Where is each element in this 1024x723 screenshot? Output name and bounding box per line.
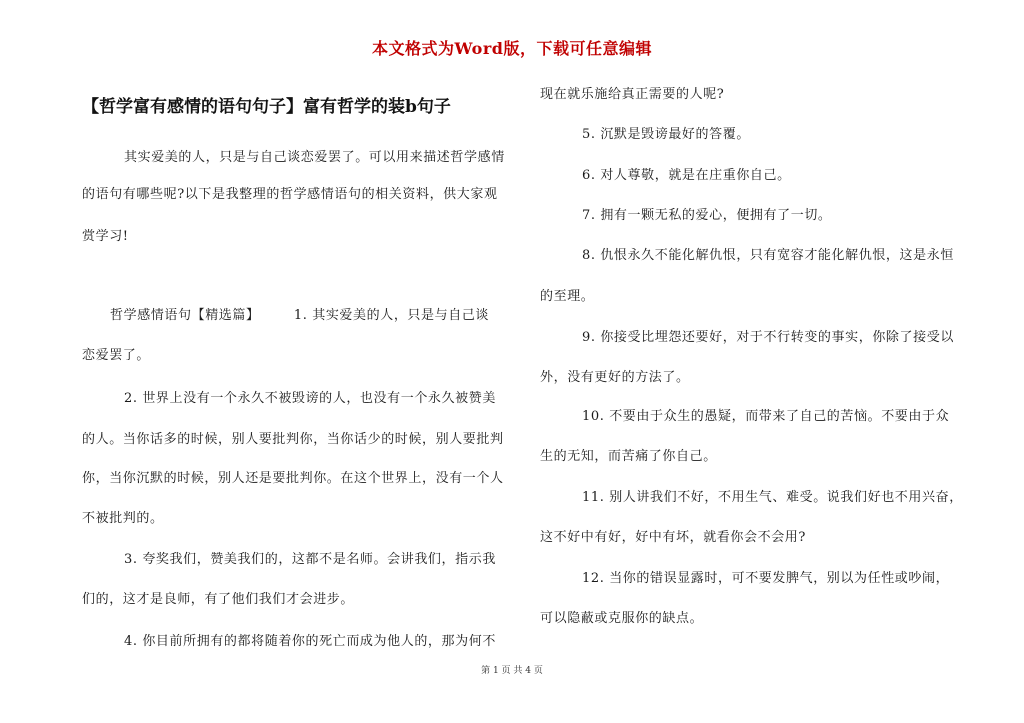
document-title: 【哲学富有感情的语句句子】富有哲学的装b句子 [82, 97, 451, 117]
paragraph-line: 现在就乐施给真正需要的人呢? [540, 87, 725, 102]
paragraph-line: 4. 你目前所拥有的都将随着你的死亡而成为他人的，那为何不 [124, 634, 496, 649]
paragraph-line: 2. 世界上没有一个永久不被毁谤的人，也没有一个永久被赞美 [124, 391, 496, 406]
paragraph-line: 5. 沉默是毁谤最好的答覆。 [582, 127, 750, 142]
paragraph-line: 的至理。 [540, 289, 595, 304]
paragraph-line: 7. 拥有一颗无私的爱心，便拥有了一切。 [582, 208, 832, 223]
paragraph-line: 不被批判的。 [82, 511, 164, 526]
paragraph-line: 你，当你沉默的时候，别人还是要批判你。在这个世界上，没有一个人 [82, 471, 504, 486]
paragraph-line: 12. 当你的错误显露时，可不要发脾气，别以为任性或吵闹， [582, 571, 950, 586]
paragraph-line: 赏学习! [82, 229, 129, 244]
paragraph-line: 6. 对人尊敬，就是在庄重你自己。 [582, 168, 791, 183]
paragraph-line: 们的，这才是良师，有了他们我们才会进步。 [82, 592, 355, 607]
paragraph-line: 10. 不要由于众生的愚疑，而带来了自己的苦恼。不要由于众 [582, 409, 950, 424]
paragraph-line: 9. 你接受比埋怨还要好，对于不行转变的事实，你除了接受以 [582, 330, 954, 345]
paragraph-line: 的语句有哪些呢?以下是我整理的哲学感情语句的相关资料，供大家观 [82, 187, 498, 202]
paragraph-line: 这不好中有好，好中有坏，就看你会不会用? [540, 530, 806, 545]
paragraph-line: 哲学感情语句【精选篇】 1. 其实爱美的人，只是与自己谈 [110, 308, 490, 323]
paragraph-line: 生的无知，而苦痛了你自己。 [540, 449, 717, 464]
page-number: 第 1 页 共 4 页 [481, 666, 543, 676]
paragraph-line: 3. 夸奖我们，赞美我们的，这都不是名师。会讲我们，指示我 [124, 552, 496, 567]
paragraph-line: 外，没有更好的方法了。 [540, 370, 690, 385]
paragraph-line: 8. 仇恨永久不能化解仇恨，只有宽容才能化解仇恨，这是永恒 [582, 248, 954, 263]
banner: 本文格式为Word版，下载可任意编辑 [372, 39, 652, 58]
paragraph-line: 其实爱美的人，只是与自己谈恋爱罢了。可以用来描述哲学感情 [124, 150, 505, 165]
paragraph-line: 11. 别人讲我们不好，不用生气、难受。说我们好也不用兴奋， [582, 490, 963, 505]
paragraph-line: 恋爱罢了。 [82, 348, 151, 363]
paragraph-line: 的人。当你话多的时候，别人要批判你，当你话少的时候，别人要批判 [82, 432, 504, 447]
paragraph-line: 可以隐蔽或克服你的缺点。 [540, 611, 704, 626]
